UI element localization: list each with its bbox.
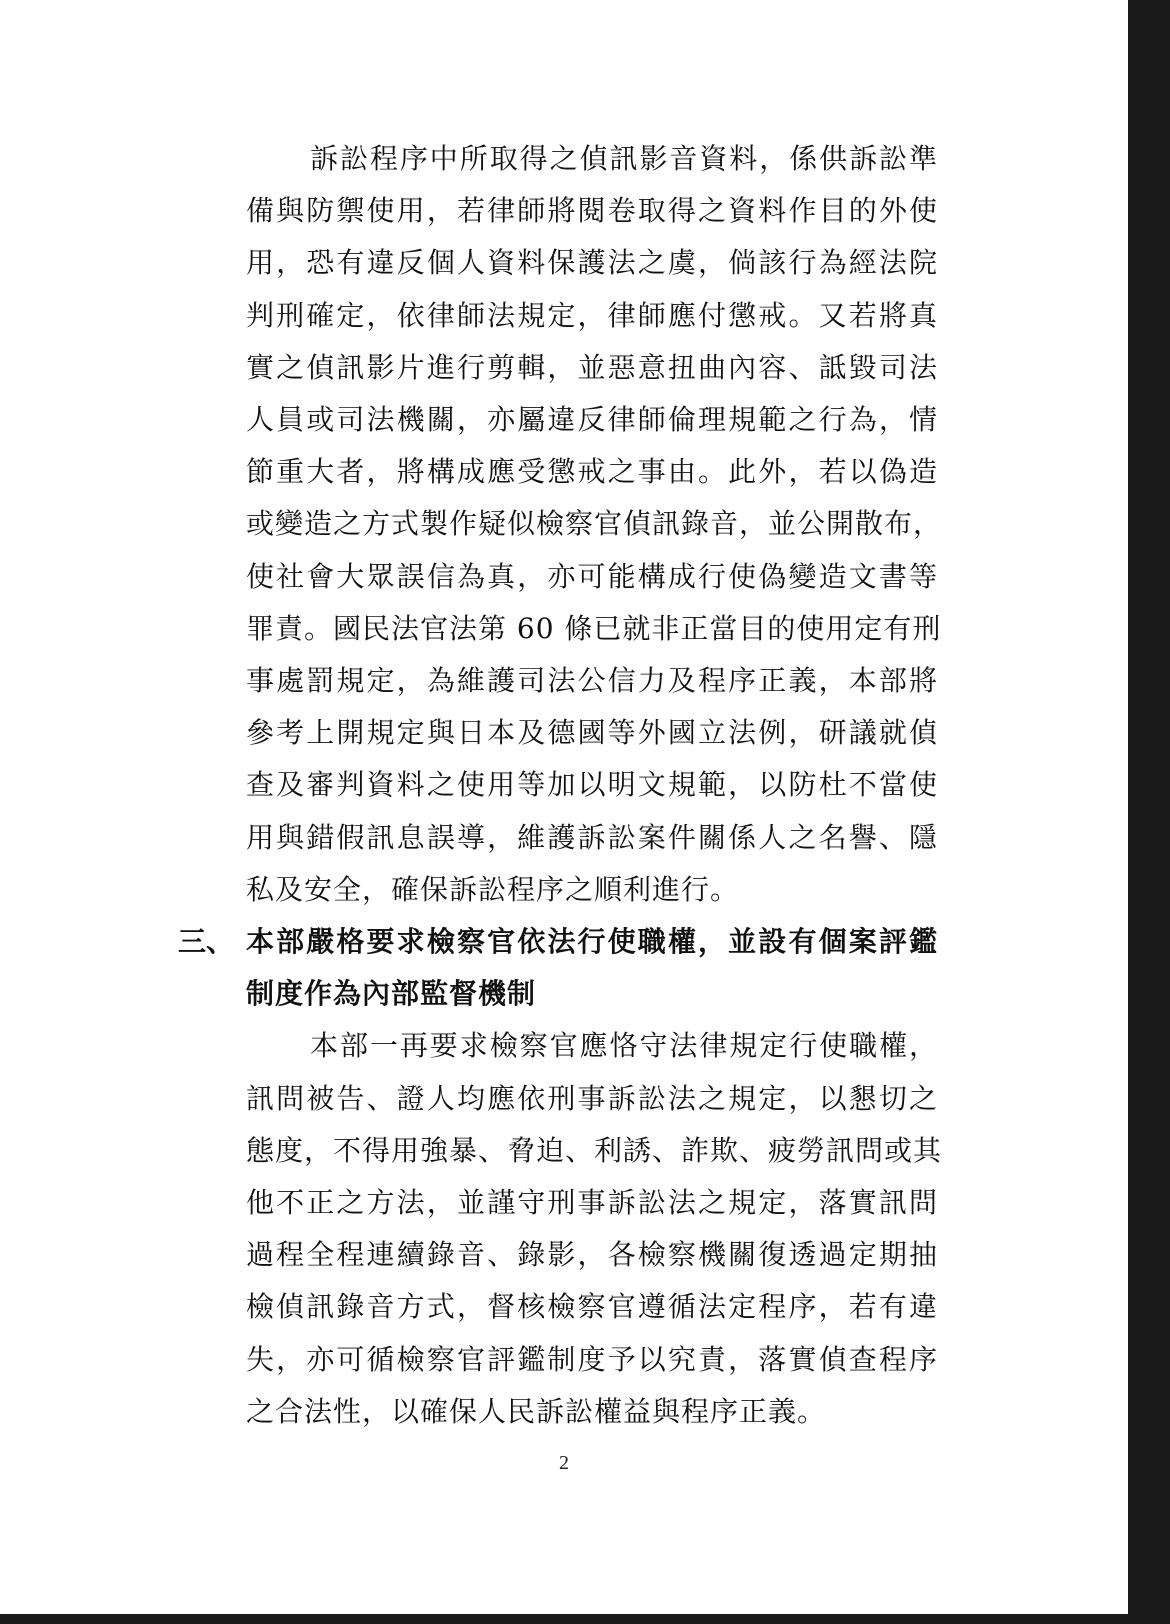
- paragraph-line: 用與錯假訊息誤導，維護訴訟案件關係人之名譽、隱: [246, 820, 938, 854]
- section-body-line: 之合法性，以確保人民訴訟權益與程序正義。: [246, 1394, 827, 1428]
- paragraph-line: 實之偵訊影片進行剪輯，並惡意扭曲內容、詆毀司法: [246, 350, 938, 384]
- section-body-line: 態度，不得用強暴、脅迫、利誘、詐欺、疲勞訊問或其: [246, 1133, 943, 1167]
- section-body-line: 失，亦可循檢察官評鑑制度予以究責，落實偵查程序: [246, 1342, 938, 1376]
- paragraph-line: 或變造之方式製作疑似檢察官偵訊錄音，並公開散布，: [246, 507, 943, 541]
- section-heading-line: 本部嚴格要求檢察官依法行使職權，並設有個案評鑑: [246, 925, 938, 958]
- section-body-line: 本部一再要求檢察官應恪守法律規定行使職權，: [310, 1029, 938, 1063]
- paragraph-line: 用，恐有違反個人資料保護法之虞，倘該行為經法院: [246, 246, 938, 280]
- viewer-edge-right: [1128, 0, 1170, 1624]
- paragraph-line: 事處罰規定，為維護司法公信力及程序正義，本部將: [246, 664, 938, 697]
- paragraph-line: 備與防禦使用，若律師將閱卷取得之資料作目的外使: [246, 194, 938, 228]
- paragraph-line: 判刑確定，依律師法規定，律師應付懲戒。又若將真: [246, 298, 938, 332]
- section-body-line: 訊問被告、證人均應依刑事訴訟法之規定，以懇切之: [246, 1081, 938, 1115]
- paragraph-line: 人員或司法機關，亦屬違反律師倫理規範之行為，情: [246, 403, 938, 436]
- page-number: 2: [559, 1452, 569, 1474]
- viewer-edge-bottom: [0, 1614, 1170, 1624]
- paragraph-line: 查及審判資料之使用等加以明文規範，以防杜不當使: [246, 768, 938, 802]
- section-body-line: 他不正之方法，並謹守刑事訴訟法之規定，落實訊問: [246, 1186, 938, 1219]
- section-number: 三、: [178, 925, 235, 958]
- paragraph-line: 訴訟程序中所取得之偵訊影音資料，係供訴訟準: [310, 142, 938, 175]
- paragraph-line: 罪責。國民法官法第 60 條已就非正當目的使用定有刑: [246, 611, 942, 645]
- section-heading-line: 制度作為內部監督機制: [246, 977, 537, 1011]
- section-body-line: 檢偵訊錄音方式，督核檢察官遵循法定程序，若有違: [246, 1290, 938, 1324]
- paragraph-line: 參考上開規定與日本及德國等外國立法例，研議就偵: [246, 716, 938, 750]
- paragraph-line: 私及安全，確保訴訟程序之順利進行。: [246, 872, 740, 906]
- paragraph-line: 節重大者，將構成應受懲戒之事由。此外，若以偽造: [246, 455, 938, 489]
- section-body-line: 過程全程連續錄音、錄影，各檢察機關復透過定期抽: [246, 1238, 938, 1272]
- paragraph-line: 使社會大眾誤信為真，亦可能構成行使偽變造文書等: [246, 559, 938, 593]
